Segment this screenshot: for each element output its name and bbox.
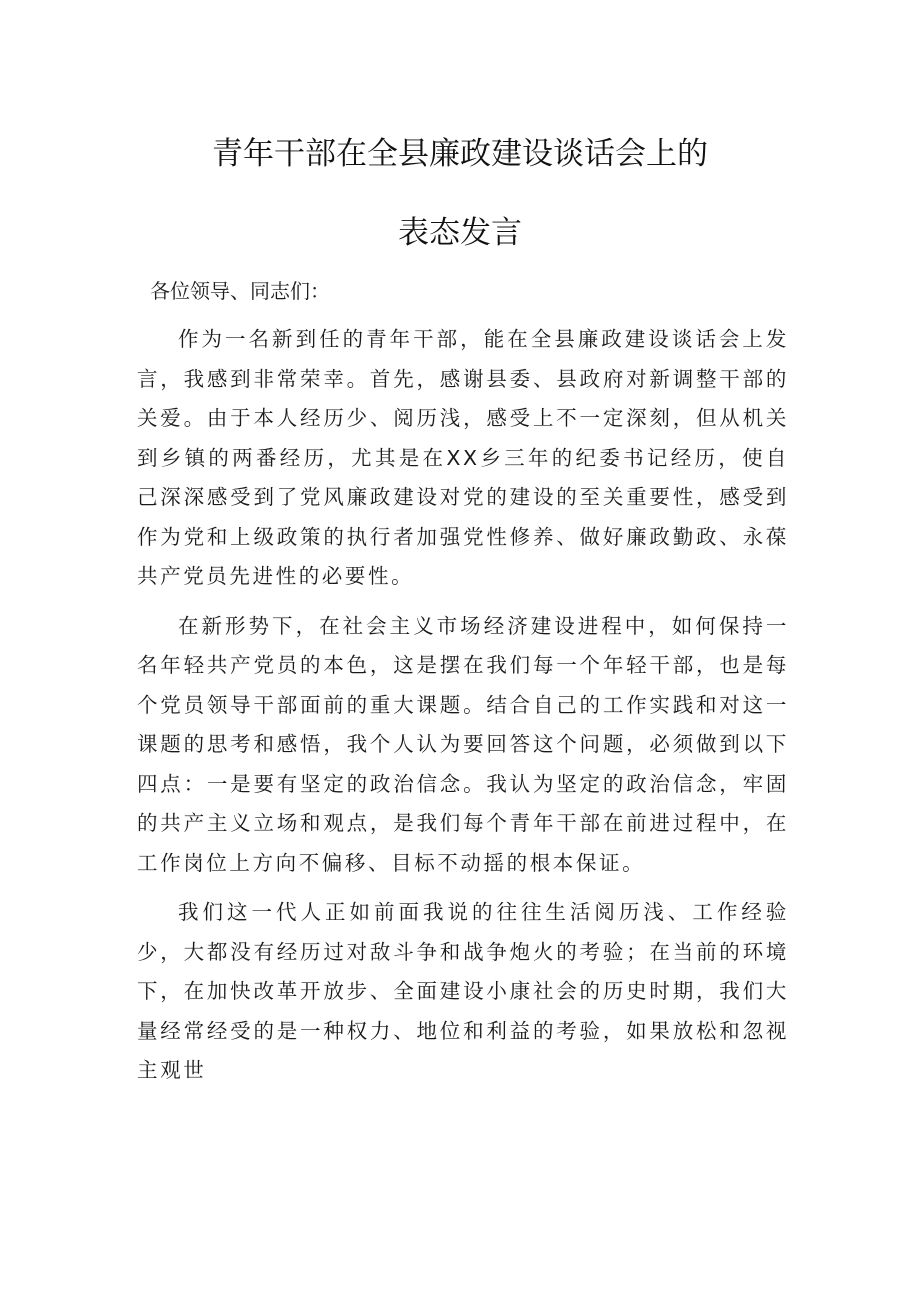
paragraph-2: 在新形势下，在社会主义市场经济建设进程中，如何保持一名年轻共产党员的本色，这是摆在我们每一个年轻干部，也是每个党员领导干部面前的重大课题。结合自己的工作实践和对这一课题的思考和感悟，我个人认为要回答这个问题，必须做到以下四点：一是要有坚定的政治信念。我认为坚定的政治信念，牢固的共产主义立场和观点，是我们每个青年干部在前进过程中，在工作岗位上方向不偏移、目标不动摇的根本保证。 <box>137 613 789 875</box>
paragraph-1: 作为一名新到任的青年干部，能在全县廉政建设谈话会上发言，我感到非常荣幸。首先，感谢县委、县政府对新调整干部的关爱。由于本人经历少、阅历浅，感受上不一定深刻，但从机关到乡镇的两番经历，尤其是在XX乡三年的纪委书记经历，使自己深深感受到了党风廉政建设对党的建设的至关重要性，感受到作为党和上级政策的执行者加强党性修养、做好廉政勤政、永葆共产党员先进性的必要性。 <box>137 327 789 588</box>
paragraph-3: 我们这一代人正如前面我说的往往生活阅历浅、工作经验少，大都没有经历过对敌斗争和战争炮火的考验；在当前的环境下，在加快改革开放步、全面建设小康社会的历史时期，我们大量经常经受的是一种权力、地位和利益的考验，如果放松和忽视主观世 <box>137 900 789 1082</box>
document-title-line-1: 青年干部在全县廉政建设谈话会上的 <box>212 136 708 172</box>
document-title-line-2: 表态发言 <box>398 215 522 251</box>
document-body <box>137 320 789 1091</box>
salutation: 各位领导、同志们： <box>150 279 330 303</box>
